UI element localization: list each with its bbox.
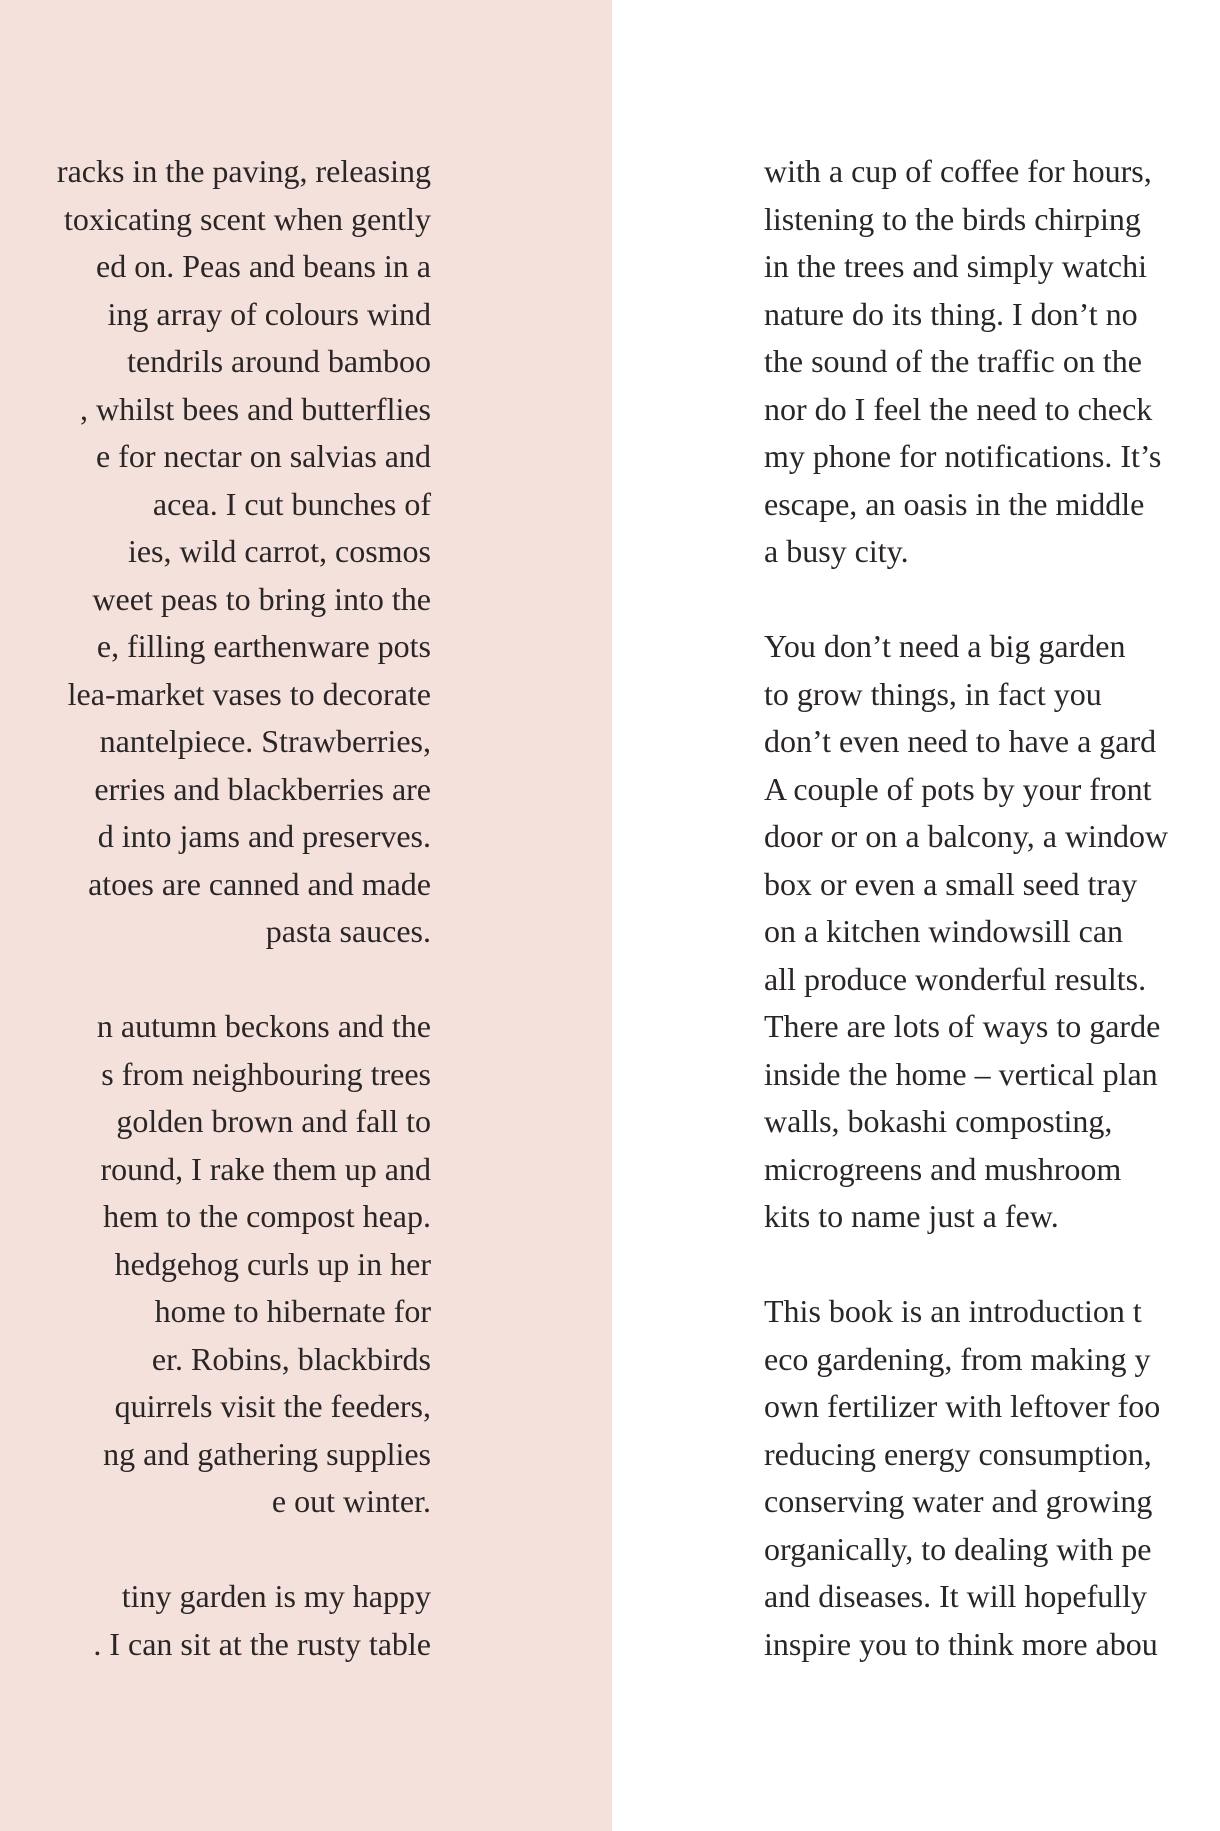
text-line: inspire you to think more abou — [764, 1625, 1158, 1662]
paragraph-spacer — [57, 956, 431, 1004]
text-line: There are lots of ways to garde — [764, 1008, 1161, 1044]
text-line: e out winter. — [271, 1483, 431, 1519]
text-line: all produce wonderful results. — [764, 960, 1147, 997]
text-line: e, filling earthenware pots — [96, 628, 431, 664]
text-line: hem to the compost heap. — [103, 1198, 431, 1234]
text-line: listening to the birds chirping — [764, 200, 1141, 237]
text-line: eco gardening, from making y — [764, 1340, 1151, 1377]
text-line: on a kitchen windowsill can — [764, 913, 1124, 949]
text-line: toxicating scent when gently — [63, 200, 431, 237]
right-page — [612, 0, 1220, 1831]
text-line: my phone for notifications. It’s — [764, 438, 1162, 474]
text-line: hedgehog curls up in her — [114, 1245, 431, 1282]
text-line: ing array of colours wind — [107, 295, 431, 332]
text-line: quirrels visit the feeders, — [114, 1388, 431, 1424]
text-line: tendrils around bamboo — [127, 343, 431, 379]
text-line: in the trees and simply watchi — [764, 248, 1148, 284]
text-line: conserving water and growing — [764, 1483, 1153, 1519]
text-line: nantelpiece. Strawberries, — [99, 723, 431, 759]
text-line: walls, bokashi composting, — [764, 1103, 1113, 1139]
paragraph-spacer — [57, 1526, 431, 1574]
text-line: with a cup of coffee for hours, — [764, 153, 1152, 189]
paragraph — [57, 148, 431, 956]
paragraph — [764, 623, 1168, 1241]
paragraph — [764, 1288, 1168, 1668]
text-line: , whilst bees and butterflies — [79, 390, 431, 427]
paragraph — [57, 1003, 431, 1526]
text-line: . I can sit at the rusty table — [93, 1625, 431, 1662]
text-line: e for nectar on salvias and — [96, 438, 431, 474]
text-line: round, I rake them up and — [100, 1150, 431, 1187]
text-line: nor do I feel the need to check — [764, 390, 1153, 427]
text-line: organically, to dealing with pe — [764, 1530, 1152, 1567]
text-line: acea. I cut bunches of — [152, 485, 431, 522]
text-line: tiny garden is my happy — [121, 1578, 431, 1614]
text-line: racks in the paving, releasing — [56, 153, 431, 189]
text-line: ng and gathering supplies — [103, 1435, 431, 1472]
text-line: inside the home – vertical plan — [764, 1055, 1158, 1092]
paragraph — [764, 148, 1168, 576]
right-text-column — [764, 148, 1168, 1668]
text-line: This book is an introduction t — [764, 1293, 1142, 1329]
text-line: the sound of the traffic on the — [764, 343, 1142, 379]
text-line: s from neighbouring trees — [101, 1055, 431, 1092]
text-line: reducing energy consumption, — [764, 1435, 1152, 1472]
text-line: door or on a balcony, a window — [764, 818, 1169, 854]
text-line: ies, wild carrot, cosmos — [127, 533, 431, 569]
left-text-column — [57, 148, 431, 1668]
paragraph-spacer — [764, 1241, 1168, 1289]
text-line: You don’t need a big garden — [764, 628, 1126, 664]
text-line: kits to name just a few. — [764, 1198, 1059, 1234]
text-line: pasta sauces. — [265, 913, 431, 949]
text-line: n autumn beckons and the — [96, 1008, 431, 1044]
text-line: escape, an oasis in the middle — [764, 485, 1145, 522]
text-line: er. Robins, blackbirds — [151, 1340, 431, 1377]
text-line: d into jams and preserves. — [97, 818, 431, 854]
text-line: don’t even need to have a gard — [764, 723, 1157, 759]
text-line: nature do its thing. I don’t no — [764, 295, 1138, 332]
paragraph — [57, 1573, 431, 1668]
text-line: microgreens and mushroom — [764, 1150, 1122, 1187]
text-line: to grow things, in fact you — [764, 675, 1102, 712]
text-line: a busy city. — [764, 533, 909, 569]
text-line: ed on. Peas and beans in a — [95, 248, 431, 284]
text-line: home to hibernate for — [154, 1293, 431, 1329]
text-line: erries and blackberries are — [94, 770, 431, 807]
text-line: A couple of pots by your front — [764, 770, 1152, 807]
text-line: and diseases. It will hopefully — [764, 1578, 1148, 1614]
text-line: atoes are canned and made — [88, 865, 431, 902]
text-line: lea-market vases to decorate — [67, 675, 431, 712]
text-line: golden brown and fall to — [116, 1103, 431, 1139]
paragraph-spacer — [764, 576, 1168, 624]
text-line: own fertilizer with leftover foo — [764, 1388, 1161, 1424]
text-line: box or even a small seed tray — [764, 865, 1138, 902]
text-line: weet peas to bring into the — [92, 580, 431, 617]
